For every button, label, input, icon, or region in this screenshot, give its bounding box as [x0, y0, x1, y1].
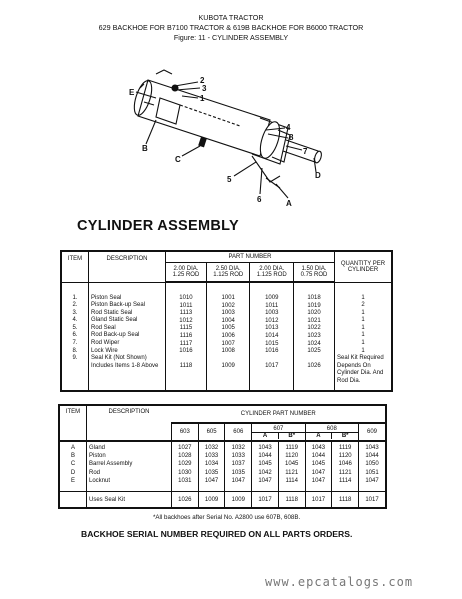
item-number: 6.	[72, 332, 78, 339]
footnote: *All backhoes after Serial No. A2800 use 607B, 608B.	[153, 514, 301, 521]
quantity-cell: 1	[361, 317, 365, 324]
part-number-cell: 1118	[179, 363, 193, 370]
part-number-cell: 1003	[221, 310, 235, 317]
item-number: 3.	[72, 309, 78, 316]
part-number-cell: 1019	[307, 302, 321, 309]
cylinder-part-number-table	[58, 404, 387, 509]
model-608-group	[305, 423, 358, 441]
part-number-cell: 1012	[265, 317, 279, 324]
sub-label-607-a: A	[252, 433, 279, 439]
part-number-cell: 1044	[365, 453, 379, 460]
part-number-cell: 1026	[307, 363, 321, 370]
size-header-4: 1.50 DIA. 0.75 ROD	[294, 263, 335, 283]
document-header-subtitle: 629 BACKHOE FOR B7100 TRACTOR & 619B BACKHOE FOR B6000 TRACTOR	[98, 23, 364, 32]
part-number-column-4	[294, 282, 335, 391]
item-letter: A	[70, 445, 75, 451]
column-608-b	[332, 441, 359, 492]
part-number-cell	[296, 356, 332, 364]
part-number-cell: 1047	[204, 477, 219, 484]
item-number: 7.	[72, 340, 78, 347]
part-number-cell: 1047	[231, 477, 245, 484]
part-description: Piston	[89, 453, 106, 460]
part-number-cell: 1045	[285, 461, 299, 468]
model-605: 605	[198, 423, 225, 441]
part-description: Piston Seal	[91, 294, 122, 301]
part-number-cell: 1015	[265, 340, 279, 347]
part-number-cell: 1017	[265, 363, 279, 370]
part-number-cell: 1013	[265, 325, 279, 332]
col-header-cylinder-part-number: CYLINDER PART NUMBER	[172, 405, 387, 423]
callout-3: 3	[202, 84, 207, 93]
callout-D: D	[315, 171, 321, 180]
quantity-cell: 1	[361, 340, 365, 347]
part-number-cell: 1001	[221, 295, 235, 301]
part-description: Rod	[89, 469, 101, 476]
part-number-column-1	[166, 282, 207, 391]
part-number-cell: 1047	[311, 469, 326, 476]
quantity-note: Rod Dia.	[337, 378, 361, 385]
part-number-cell: 1008	[221, 348, 235, 355]
part-number-cell	[252, 356, 291, 364]
part-number-cell: 1023	[307, 332, 321, 339]
size-header-2: 2.50 DIA. 1.125 ROD	[206, 263, 250, 283]
part-number-cell: 1044	[311, 453, 326, 460]
quantity-cell: 1	[361, 332, 365, 339]
part-number-cell: 1043	[311, 445, 326, 451]
size-header-3: 2.00 DIA. 1.125 ROD	[250, 263, 294, 283]
callout-B: B	[142, 144, 148, 153]
part-number-cell: 1042	[258, 469, 272, 476]
part-description: Seal Kit (Not Shown)	[91, 355, 147, 362]
part-number-cell: 1035	[204, 469, 219, 476]
part-number-cell: 1115	[179, 325, 193, 332]
part-number-cell: 1045	[311, 461, 326, 468]
description-column	[89, 282, 166, 391]
callout-1: 1	[200, 94, 205, 103]
part-number-cell: 1119	[338, 445, 352, 451]
part-number-cell: 1003	[265, 310, 279, 317]
part-number-cell: 1033	[204, 453, 219, 460]
model-607: 607	[252, 426, 304, 433]
part-number-cell: 1006	[221, 332, 235, 339]
part-number-cell	[209, 356, 248, 364]
part-number-cell: 1047	[311, 477, 326, 484]
callout-7: 7	[303, 147, 308, 156]
item-letter: D	[70, 469, 76, 476]
part-number-cell: 1033	[231, 453, 245, 460]
seal-kit-row	[59, 492, 386, 509]
column-603	[172, 441, 199, 492]
serial-number-notice: BACKHOE SERIAL NUMBER REQUIRED ON ALL PARTS ORDERS.	[81, 529, 353, 539]
part-description: Includes Items 1-8 Above	[91, 362, 159, 369]
part-number-cell: 1121	[338, 469, 352, 476]
quantity-cell: 1	[361, 294, 365, 301]
sub-label-608-b: B*	[341, 432, 349, 439]
part-number-cell: 1034	[204, 461, 219, 468]
part-number-cell: 1014	[265, 332, 279, 339]
column-607-a	[252, 441, 279, 492]
part-number-cell: 1025	[307, 348, 321, 355]
item-letter: E	[70, 477, 75, 484]
part-number-cell: 1002	[221, 302, 235, 309]
part-number-cell: 1005	[221, 325, 235, 332]
quantity-cell: 1	[361, 309, 365, 316]
part-number-cell: 1024	[307, 340, 321, 347]
size-header-1: 2.00 DIA. 1.25 ROD	[166, 263, 207, 283]
part-number-cell: 1037	[231, 461, 245, 468]
part-number-cell: 1045	[258, 461, 272, 468]
part-description: Gland Static Seal	[91, 317, 138, 324]
col-header-description: DESCRIPTION	[89, 251, 166, 282]
part-number-cell: 1044	[258, 453, 272, 460]
quantity-note: Depends On	[337, 362, 371, 369]
model-609: 609	[359, 423, 386, 441]
part-number-cell: 1117	[179, 340, 193, 347]
item-number: 9.	[72, 355, 78, 362]
column-609	[359, 441, 386, 492]
sub-label-608-a: A	[306, 433, 333, 439]
item-column	[59, 441, 87, 492]
part-number-cell: 1009	[221, 363, 235, 370]
seal-kit-cell: 1118	[332, 492, 359, 509]
col-header-description: DESCRIPTION	[87, 405, 172, 441]
seal-kit-cell: 1009	[198, 492, 225, 509]
seal-kit-cell: 1017	[252, 492, 279, 509]
part-number-cell: 1051	[365, 469, 379, 476]
callout-E: E	[129, 88, 135, 97]
figure-caption: Figure: 11 - CYLINDER ASSEMBLY	[173, 33, 289, 42]
part-description: Rod Wiper	[91, 340, 120, 347]
part-description: Rod Seal	[91, 324, 116, 331]
part-number-cell: 1012	[179, 317, 193, 324]
col-header-part-number: PART NUMBER	[166, 251, 335, 263]
quantity-cell: 2	[361, 302, 365, 309]
part-number-cell: 1047	[258, 477, 272, 484]
callout-C: C	[175, 155, 181, 164]
part-description: Rod Back-up Seal	[91, 332, 140, 339]
part-number-cell: 1116	[179, 332, 193, 339]
model-607-group	[252, 423, 305, 441]
part-description: Locknut	[89, 477, 111, 484]
part-number-cell: 1120	[338, 453, 352, 460]
callout-4: 4	[286, 123, 291, 132]
callout-A: A	[286, 199, 292, 208]
item-cell	[59, 492, 87, 509]
col-header-item: ITEM	[59, 405, 87, 441]
part-description: Gland	[89, 445, 106, 451]
seal-kit-cell: 1017	[359, 492, 386, 509]
part-number-cell: 1031	[178, 477, 192, 484]
seal-kit-cell: 1009	[225, 492, 252, 509]
part-number-cell: 1032	[204, 445, 219, 451]
seal-kit-label: Uses Seal Kit	[87, 492, 172, 509]
col-header-item: ITEM	[61, 251, 89, 282]
part-number-cell: 1011	[179, 302, 193, 309]
part-number-cell: 1035	[231, 469, 245, 476]
part-number-cell: 1004	[221, 317, 235, 324]
quantity-cell: 1	[361, 347, 365, 354]
part-number-cell: 1114	[285, 477, 298, 484]
part-number-cell: 1032	[231, 445, 245, 451]
column-608-a	[305, 441, 332, 492]
part-number-cell: 1007	[221, 340, 235, 347]
document-header-title: KUBOTA TRACTOR	[198, 13, 264, 22]
callout-5: 5	[227, 175, 232, 184]
part-number-cell: 1028	[178, 453, 192, 460]
seal-kit-cell: 1118	[278, 492, 305, 509]
column-607-b	[278, 441, 305, 492]
part-number-cell: 1021	[307, 317, 321, 324]
watermark-link[interactable]: www.epcatalogs.com	[265, 575, 414, 589]
column-606	[225, 441, 252, 492]
part-number-cell: 1047	[365, 477, 379, 484]
part-number-cell: 1114	[338, 477, 352, 484]
seal-kit-cell: 1017	[305, 492, 332, 509]
model-606: 606	[225, 423, 252, 441]
part-description: Piston Back-up Seal	[91, 302, 146, 309]
quantity-note: Cylinder Dia. And	[337, 370, 384, 377]
part-number-cell: 1020	[307, 310, 321, 317]
part-number-cell	[168, 356, 204, 364]
item-letter: C	[70, 461, 76, 468]
part-description: Barrel Assembly	[89, 461, 133, 468]
quantity-column	[335, 282, 393, 391]
sub-label-607-b: B*	[288, 432, 296, 439]
callout-2: 2	[200, 76, 205, 85]
part-number-cell: 1119	[285, 445, 298, 451]
part-number-cell: 1029	[178, 461, 192, 468]
part-number-cell: 1011	[265, 302, 279, 309]
model-603: 603	[172, 423, 199, 441]
part-number-column-2	[206, 282, 250, 391]
part-number-cell: 1121	[285, 469, 299, 476]
section-title: CYLINDER ASSEMBLY	[77, 218, 239, 234]
seal-kit-cell: 1026	[172, 492, 199, 509]
item-column	[61, 282, 89, 391]
item-number: 5.	[72, 324, 78, 331]
callout-8: 8	[289, 133, 294, 142]
item-number: 4.	[72, 317, 78, 324]
item-number: 2.	[72, 302, 78, 309]
part-number-cell: 1027	[178, 445, 192, 451]
part-number-cell: 1010	[179, 295, 193, 301]
part-number-cell: 1043	[258, 445, 272, 451]
part-number-cell: 1050	[365, 461, 379, 468]
part-number-cell: 1018	[307, 295, 321, 301]
callout-6: 6	[257, 195, 262, 204]
part-description: Lock Wire	[91, 347, 118, 354]
quantity-note: Seal Kit Required	[337, 355, 384, 362]
model-608: 608	[306, 426, 358, 433]
part-number-cell: 1046	[338, 461, 352, 468]
part-number-cell: 1030	[178, 469, 192, 476]
part-number-cell: 1009	[265, 295, 279, 301]
part-number-cell: 1016	[179, 348, 193, 355]
part-number-cell: 1120	[285, 453, 299, 460]
part-number-cell: 1113	[179, 310, 193, 317]
part-number-column-3	[250, 282, 294, 391]
part-number-cell: 1043	[365, 445, 379, 451]
part-number-cell: 1022	[307, 325, 321, 332]
item-letter: B	[70, 453, 75, 460]
item-number: 1.	[72, 294, 78, 301]
cylinder-assembly-diagram	[120, 58, 340, 218]
quantity-cell: 1	[361, 324, 365, 331]
description-column	[87, 441, 172, 492]
col-header-quantity: QUANTITY PER CYLINDER	[335, 251, 393, 282]
column-605	[198, 441, 225, 492]
part-number-cell: 1016	[265, 348, 279, 355]
seal-parts-table	[60, 250, 393, 392]
item-number: 8.	[72, 347, 78, 354]
part-description: Rod Static Seal	[91, 309, 133, 316]
